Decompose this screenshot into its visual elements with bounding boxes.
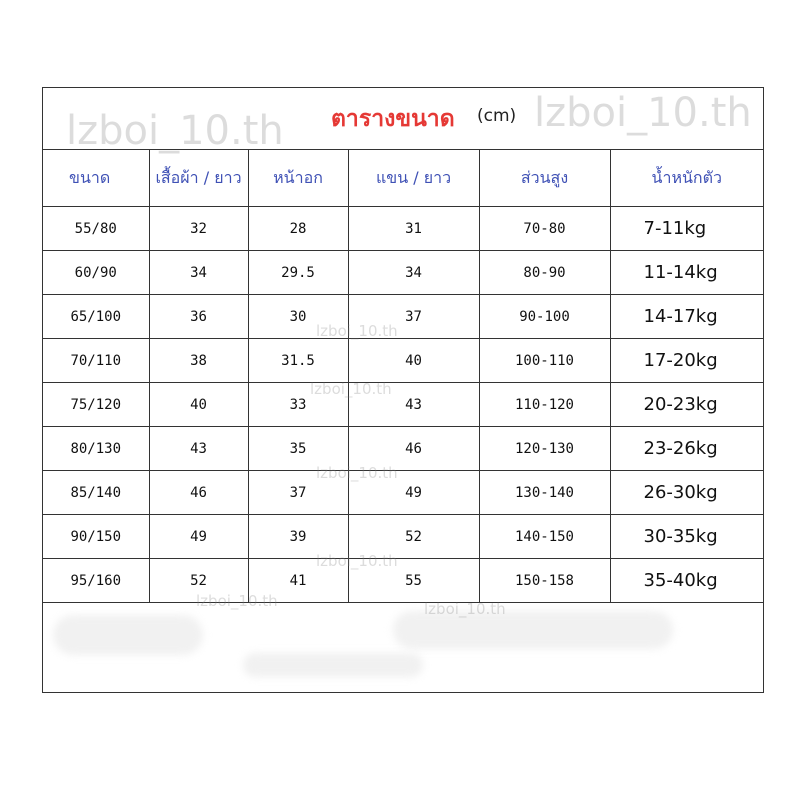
cell-size: 95/160 <box>43 559 149 603</box>
cell-chest: 28 <box>248 207 348 251</box>
cell-shirt-length: 40 <box>149 383 248 427</box>
cell-sleeve-length: 31 <box>348 207 479 251</box>
cell-shirt-length: 32 <box>149 207 248 251</box>
cell-weight: 17-20kg <box>610 339 763 383</box>
table-row <box>43 251 763 295</box>
cell-height: 100-110 <box>479 339 610 383</box>
table-row <box>43 559 763 603</box>
cell-weight: 30-35kg <box>610 515 763 559</box>
watermark: lzboi_10.th <box>310 380 392 398</box>
header-shirt-length: เสื้อผ้า / ยาว <box>149 150 248 207</box>
cell-shirt-length: 49 <box>149 515 248 559</box>
cell-weight: 23-26kg <box>610 427 763 471</box>
chart-unit: (cm) <box>477 106 517 126</box>
cell-chest: 41 <box>248 559 348 603</box>
header-row <box>43 150 763 207</box>
cell-height: 120-130 <box>479 427 610 471</box>
watermark: lzboi_10.th <box>424 600 506 618</box>
cell-size: 75/120 <box>43 383 149 427</box>
cell-sleeve-length: 37 <box>348 295 479 339</box>
cell-chest: 31.5 <box>248 339 348 383</box>
cell-chest: 29.5 <box>248 251 348 295</box>
cell-height: 90-100 <box>479 295 610 339</box>
header-chest: หน้าอก <box>248 150 348 207</box>
cell-weight: 20-23kg <box>610 383 763 427</box>
cell-chest: 37 <box>248 471 348 515</box>
cell-height: 140-150 <box>479 515 610 559</box>
table-row <box>43 471 763 515</box>
watermark: lzboi_10.th <box>316 552 398 570</box>
header-size: ขนาด <box>43 150 149 207</box>
cell-height: 80-90 <box>479 251 610 295</box>
cell-size: 60/90 <box>43 251 149 295</box>
cell-size: 80/130 <box>43 427 149 471</box>
size-table <box>43 150 763 603</box>
table-row <box>43 295 763 339</box>
header-sleeve-length: แขน / ยาว <box>348 150 479 207</box>
empty-footer-area <box>43 603 763 692</box>
cell-chest: 35 <box>248 427 348 471</box>
header-height: ส่วนสูง <box>479 150 610 207</box>
size-chart <box>42 87 764 693</box>
cell-height: 130-140 <box>479 471 610 515</box>
cell-size: 85/140 <box>43 471 149 515</box>
cell-height: 110-120 <box>479 383 610 427</box>
cell-height: 70-80 <box>479 207 610 251</box>
cell-weight: 35-40kg <box>610 559 763 603</box>
cell-sleeve-length: 43 <box>348 383 479 427</box>
cell-weight: 11-14kg <box>610 251 763 295</box>
cell-sleeve-length: 34 <box>348 251 479 295</box>
watermark: lzboi_10.th <box>66 108 284 154</box>
cell-shirt-length: 43 <box>149 427 248 471</box>
cell-size: 90/150 <box>43 515 149 559</box>
cell-shirt-length: 46 <box>149 471 248 515</box>
table-row <box>43 339 763 383</box>
cell-weight: 14-17kg <box>610 295 763 339</box>
watermark: lzboi_10.th <box>316 322 398 340</box>
cell-sleeve-length: 52 <box>348 515 479 559</box>
table-row <box>43 515 763 559</box>
watermark: lzboi_10.th <box>196 592 278 610</box>
blurred-patch <box>393 611 673 649</box>
header-weight: น้ำหนักตัว <box>610 150 763 207</box>
cell-shirt-length: 36 <box>149 295 248 339</box>
title-row <box>43 88 763 150</box>
cell-sleeve-length: 40 <box>348 339 479 383</box>
table-row <box>43 207 763 251</box>
chart-title: ตารางขนาด <box>331 106 455 132</box>
cell-weight: 26-30kg <box>610 471 763 515</box>
cell-sleeve-length: 55 <box>348 559 479 603</box>
cell-size: 55/80 <box>43 207 149 251</box>
cell-chest: 33 <box>248 383 348 427</box>
watermark: lzboi_10.th <box>534 90 752 136</box>
table-row <box>43 427 763 471</box>
watermark: lzboi_10.th <box>316 464 398 482</box>
cell-shirt-length: 52 <box>149 559 248 603</box>
cell-chest: 39 <box>248 515 348 559</box>
cell-sleeve-length: 46 <box>348 427 479 471</box>
cell-sleeve-length: 49 <box>348 471 479 515</box>
cell-weight: 7-11kg <box>610 207 763 251</box>
cell-chest: 30 <box>248 295 348 339</box>
blurred-patch <box>243 653 423 677</box>
cell-size: 65/100 <box>43 295 149 339</box>
cell-size: 70/110 <box>43 339 149 383</box>
cell-shirt-length: 38 <box>149 339 248 383</box>
cell-height: 150-158 <box>479 559 610 603</box>
blurred-patch <box>53 615 203 655</box>
cell-shirt-length: 34 <box>149 251 248 295</box>
table-row <box>43 383 763 427</box>
